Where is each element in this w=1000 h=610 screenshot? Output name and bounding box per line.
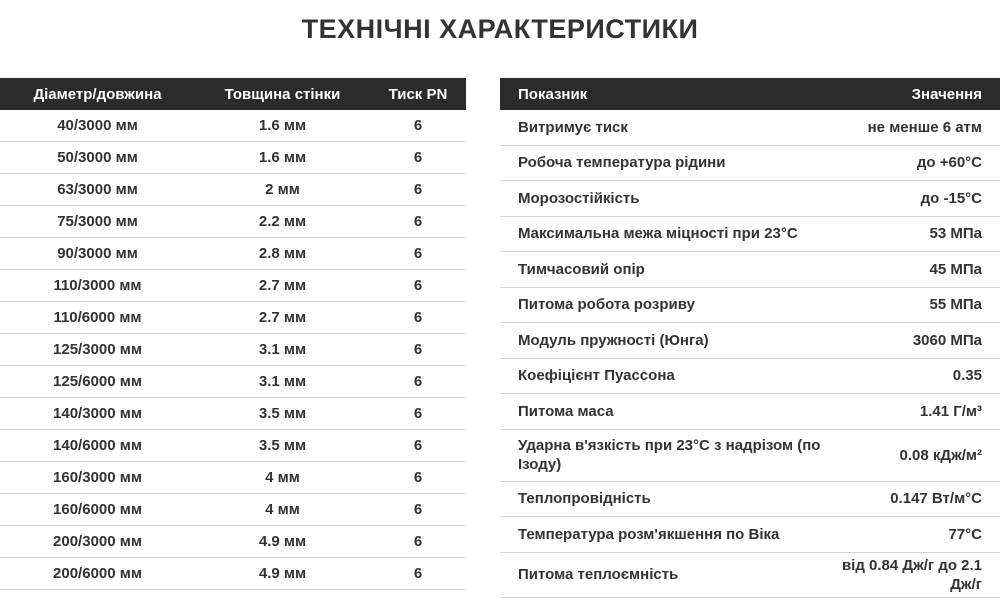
value-cell: до -15°С xyxy=(831,181,1000,217)
table-row xyxy=(0,142,466,174)
wall-thickness-cell: 2.2 мм xyxy=(195,206,370,238)
table-row xyxy=(500,552,1000,597)
value-cell: до +60°С xyxy=(831,145,1000,181)
table-row xyxy=(0,302,466,334)
column-header-value: Значення xyxy=(831,78,1000,110)
wall-thickness-cell: 4 мм xyxy=(195,494,370,526)
pressure-cell: 6 xyxy=(370,462,466,494)
diameter-cell: 140/3000 мм xyxy=(0,398,195,430)
pressure-cell: 6 xyxy=(370,142,466,174)
parameter-cell: Морозостійкість xyxy=(500,181,831,217)
parameter-cell: Питома робота розриву xyxy=(500,287,831,323)
column-header-pressure: Тиск PN xyxy=(370,78,466,110)
value-cell: 1.41 Г/м³ xyxy=(831,394,1000,430)
table-row xyxy=(500,145,1000,181)
wall-thickness-cell: 1.6 мм xyxy=(195,142,370,174)
table-row xyxy=(0,558,466,590)
table-row xyxy=(0,270,466,302)
diameter-cell: 110/6000 мм xyxy=(0,302,195,334)
table-row xyxy=(0,430,466,462)
table-row xyxy=(500,110,1000,145)
diameter-cell: 160/6000 мм xyxy=(0,494,195,526)
diameter-cell: 50/3000 мм xyxy=(0,142,195,174)
diameter-cell: 125/6000 мм xyxy=(0,366,195,398)
diameter-cell: 110/3000 мм xyxy=(0,270,195,302)
parameter-cell: Коефіцієнт Пуассона xyxy=(500,358,831,394)
table-row xyxy=(500,252,1000,288)
wall-thickness-cell: 1.6 мм xyxy=(195,110,370,142)
value-cell: 0.08 кДж/м² xyxy=(831,429,1000,481)
diameter-cell: 75/3000 мм xyxy=(0,206,195,238)
value-cell: від 0.84 Дж/г до 2.1 Дж/г xyxy=(831,552,1000,597)
pressure-cell: 6 xyxy=(370,398,466,430)
wall-thickness-cell: 3.1 мм xyxy=(195,366,370,398)
value-cell: 55 МПа xyxy=(831,287,1000,323)
parameter-cell: Тимчасовий опір xyxy=(500,252,831,288)
properties-table xyxy=(500,78,1000,598)
value-cell: 53 МПа xyxy=(831,216,1000,252)
pressure-cell: 6 xyxy=(370,110,466,142)
pressure-cell: 6 xyxy=(370,174,466,206)
table-row xyxy=(0,366,466,398)
table-row xyxy=(500,429,1000,481)
diameter-cell: 200/3000 мм xyxy=(0,526,195,558)
diameter-cell: 63/3000 мм xyxy=(0,174,195,206)
value-cell: 77°С xyxy=(831,517,1000,553)
pressure-cell: 6 xyxy=(370,334,466,366)
parameter-cell: Теплопровідність xyxy=(500,481,831,517)
table-row xyxy=(0,110,466,142)
table-row xyxy=(500,287,1000,323)
wall-thickness-cell: 4.9 мм xyxy=(195,558,370,590)
table-header-row xyxy=(0,78,466,110)
table-row xyxy=(500,358,1000,394)
wall-thickness-cell: 2.7 мм xyxy=(195,302,370,334)
table-row xyxy=(0,174,466,206)
parameter-cell: Витримує тиск xyxy=(500,110,831,145)
table-row xyxy=(500,323,1000,359)
table-row xyxy=(0,238,466,270)
pressure-cell: 6 xyxy=(370,206,466,238)
parameter-cell: Ударна в'язкість при 23°С з надрізом (по Ізоду) xyxy=(500,429,831,481)
pressure-cell: 6 xyxy=(370,558,466,590)
diameter-cell: 40/3000 мм xyxy=(0,110,195,142)
value-cell: 3060 МПа xyxy=(831,323,1000,359)
wall-thickness-cell: 3.1 мм xyxy=(195,334,370,366)
value-cell: 0.35 xyxy=(831,358,1000,394)
diameter-cell: 200/6000 мм xyxy=(0,558,195,590)
dimensions-table xyxy=(0,78,466,590)
table-header-row xyxy=(500,78,1000,110)
wall-thickness-cell: 2.7 мм xyxy=(195,270,370,302)
column-header-parameter: Показник xyxy=(500,78,831,110)
parameter-cell: Максимальна межа міцності при 23°С xyxy=(500,216,831,252)
parameter-cell: Температура розм'якшення по Віка xyxy=(500,517,831,553)
pressure-cell: 6 xyxy=(370,366,466,398)
column-header-diameter: Діаметр/довжина xyxy=(0,78,195,110)
diameter-cell: 160/3000 мм xyxy=(0,462,195,494)
table-row xyxy=(0,494,466,526)
parameter-cell: Модуль пружності (Юнга) xyxy=(500,323,831,359)
table-row xyxy=(0,206,466,238)
table-row xyxy=(0,526,466,558)
pressure-cell: 6 xyxy=(370,526,466,558)
diameter-cell: 90/3000 мм xyxy=(0,238,195,270)
wall-thickness-cell: 3.5 мм xyxy=(195,398,370,430)
parameter-cell: Питома теплоємність xyxy=(500,552,831,597)
table-row xyxy=(500,216,1000,252)
pressure-cell: 6 xyxy=(370,302,466,334)
parameter-cell: Робоча температура рідини xyxy=(500,145,831,181)
table-row xyxy=(0,398,466,430)
table-row xyxy=(500,181,1000,217)
table-row xyxy=(500,481,1000,517)
table-row xyxy=(500,394,1000,430)
table-row xyxy=(0,462,466,494)
wall-thickness-cell: 4 мм xyxy=(195,462,370,494)
wall-thickness-cell: 2 мм xyxy=(195,174,370,206)
value-cell: 45 МПа xyxy=(831,252,1000,288)
value-cell: 0.147 Вт/м°С xyxy=(831,481,1000,517)
pressure-cell: 6 xyxy=(370,270,466,302)
page-title: ТЕХНІЧНІ ХАРАКТЕРИСТИКИ xyxy=(301,14,699,44)
pressure-cell: 6 xyxy=(370,430,466,462)
wall-thickness-cell: 4.9 мм xyxy=(195,526,370,558)
parameter-cell: Питома маса xyxy=(500,394,831,430)
table-row xyxy=(500,517,1000,553)
pressure-cell: 6 xyxy=(370,238,466,270)
table-row xyxy=(0,334,466,366)
column-header-wall-thickness: Товщина стінки xyxy=(195,78,370,110)
wall-thickness-cell: 2.8 мм xyxy=(195,238,370,270)
diameter-cell: 125/3000 мм xyxy=(0,334,195,366)
pressure-cell: 6 xyxy=(370,494,466,526)
wall-thickness-cell: 3.5 мм xyxy=(195,430,370,462)
value-cell: не менше 6 атм xyxy=(831,110,1000,145)
diameter-cell: 140/6000 мм xyxy=(0,430,195,462)
